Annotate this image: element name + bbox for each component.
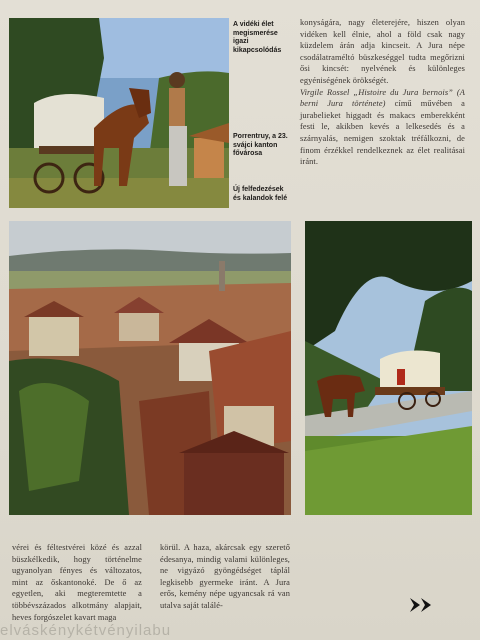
caption-countryside: A vidéki élet megismerése igazi kikapcsolódás bbox=[233, 21, 282, 54]
caption-new-discoveries: Új felfedezések és kalandok felé bbox=[233, 186, 288, 202]
author-name: Virgile Rossel bbox=[300, 87, 350, 97]
caption-porrentruy: Porrentruy, a 23. svájci kanton fővárosa bbox=[233, 133, 288, 157]
article-paragraph-2-rest: című művében a jurabelieket higgadt és makacs emberekként festi le, akikben kevés a lelkesedés és a szárnyalás, nemigen szoktak tréfálkozni, de finom érzékkel rendelkeznek az élet realitásai iránt. bbox=[300, 99, 465, 167]
photo-horse-wagon bbox=[9, 18, 229, 208]
bleed-through-text: elváskénykétvényilabu bbox=[0, 622, 172, 639]
article-column-bottom-left: vérei és féltestvérei közé és azzal büszkélkedik, hogy történelme ugyanolyan fényes és változatos, mint az őskantonoké. De ő az egyetlen, aki megteremtette a többévszázados alkotmány alapjait, heves forgószelet kavart maga bbox=[12, 543, 142, 622]
continue-arrow-icon bbox=[408, 596, 438, 614]
article-column-bottom-right: körül. A haza, akárcsak egy szerető édesanya, mindig valami különleges, ne vigyázó gyöngédséget táplál legkisebb gyermeke iránt. A Jura erős, kemény népe ugyancsak rá van utalva saját találé- bbox=[160, 543, 290, 610]
article-column-right bbox=[300, 17, 465, 168]
article-paragraph-1: konyságára, nagy életerejére, hiszen olyan vidéken kell élnie, ahol a föld csak nagy küzdelem árán adja kincseit. A Jura népe csodálatraméltó büszkeséggel tudta megőrizni ősi kincsét: nyelvének és különleges egyéniségének örökségét. bbox=[300, 18, 465, 85]
book-title: „Histoire du Jura bernois” (A berni Jura története) bbox=[300, 87, 465, 109]
photo-wagon-road bbox=[305, 221, 472, 515]
article-paragraph-2 bbox=[300, 87, 465, 168]
photo-town-porrentruy bbox=[9, 221, 291, 515]
